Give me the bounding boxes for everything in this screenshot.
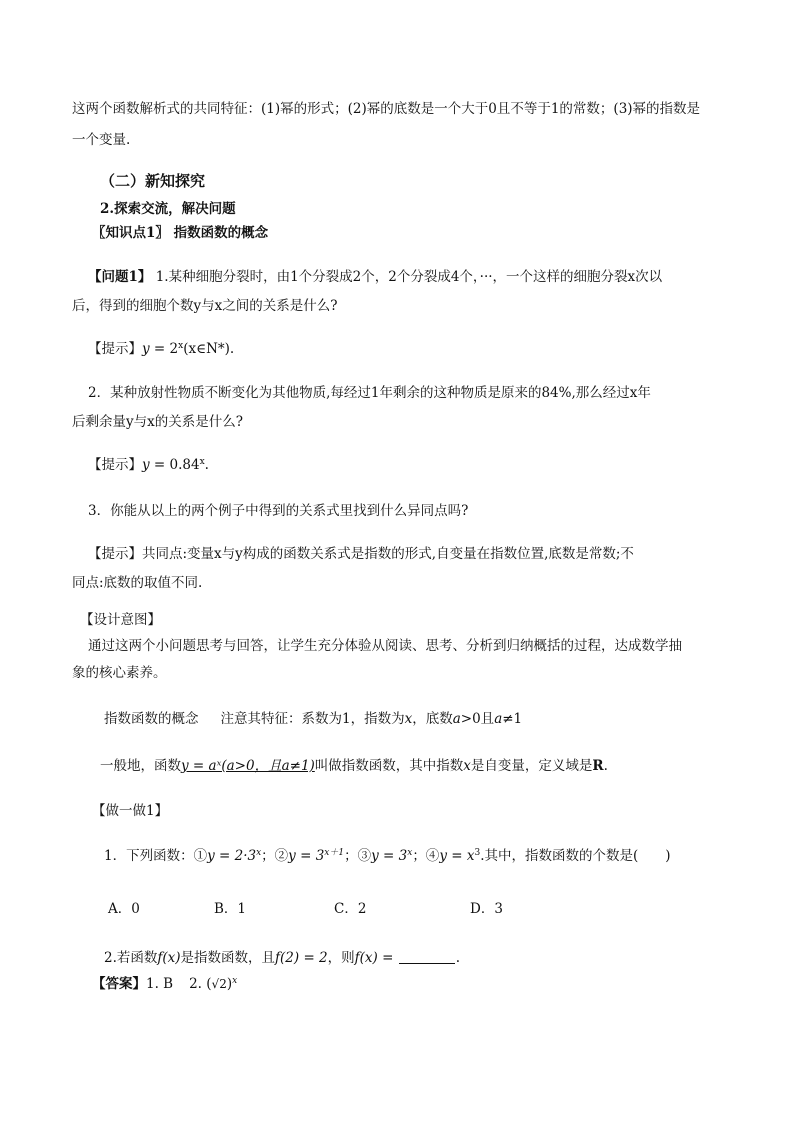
question-1-tag: 【问题1】 — [88, 269, 152, 285]
practice-question-2 — [104, 949, 460, 967]
answer-1: 1. B — [146, 976, 174, 992]
answer-blank[interactable] — [399, 951, 455, 964]
definition-prefix: 一般地，函数 — [100, 758, 181, 774]
pq2-mid: 是指数函数，且 — [180, 950, 276, 966]
hint-y: y — [142, 457, 150, 473]
question-2-line-1: 2．某种放射性物质不断变化为其他物质,每经过1年剩余的这种物质是原来的84%,那么经过x年 — [88, 385, 651, 401]
definition-formula: y = aˣ(a>0，且a≠1) — [181, 758, 315, 774]
design-line-1: 通过这两个小问题思考与回答，让学生充分体验从阅读、思考、分析到归纳概括的过程，达成数学抽 — [88, 638, 682, 654]
hint-exponent: x — [199, 457, 205, 467]
definition-end: . — [603, 758, 608, 774]
concept-note-mid: ，底数 — [412, 711, 453, 727]
concept-note: 注意其特征：系数为1，指数为 — [220, 711, 405, 727]
definition-x: x — [463, 758, 471, 774]
question-1-text: 1.某种细胞分裂时，由1个分裂成2个，2个分裂成4个，···，一个这样的细胞分裂x次以 — [151, 269, 663, 285]
option-b[interactable]: B．1 — [214, 901, 247, 917]
question-1-hint — [88, 340, 234, 358]
definition-line — [100, 757, 608, 775]
pq1-suffix: .其中，指数函数的个数是( ) — [480, 848, 671, 864]
hint-domain: (x∈N*). — [183, 341, 235, 357]
function-1-exp: x — [256, 848, 262, 858]
pq2-f2: f(2) = 2 — [275, 950, 328, 966]
hint-exponent: x — [178, 341, 184, 351]
definition-R: R — [592, 758, 604, 774]
answer-2-close: ) — [226, 976, 233, 992]
design-line-2: 象的核心素养。 — [72, 665, 167, 681]
concept-line — [104, 710, 522, 728]
concept-note-gt: >0且 — [460, 711, 495, 727]
function-3-exp: x — [407, 848, 413, 858]
pq2-fx: f(x) — [157, 950, 181, 966]
practice-title: 【做一做1】 — [92, 803, 169, 819]
answer-2-sqrt: √2 — [211, 977, 227, 991]
hint-equation: = 0.84 — [149, 457, 200, 473]
pq1-sep4: ；④ — [412, 848, 440, 864]
hint-y: y — [142, 341, 150, 357]
knowledge-point-title: 〖知识点1〗 指数函数的概念 — [92, 225, 269, 241]
concept-note-a2: a — [494, 711, 503, 727]
function-3: y = 3 — [371, 848, 408, 864]
pq2-end: . — [455, 950, 460, 966]
question-1-line-2: 后，得到的细胞个数y与x之间的关系是什么? — [72, 298, 338, 314]
option-a[interactable]: A．0 — [108, 901, 140, 917]
pq1-prefix: 1．下列函数：① — [104, 848, 208, 864]
pq1-sep2: ；② — [261, 848, 289, 864]
hint-label: 【提示】 — [88, 341, 142, 357]
pq2-fx2: f(x) = — [354, 950, 398, 966]
section-title: （二）新知探究 — [100, 172, 206, 190]
concept-note-ne: ≠1 — [502, 711, 523, 727]
concept-note-x: x — [404, 711, 413, 727]
practice-question-1 — [104, 847, 671, 865]
concept-note-a: a — [452, 711, 461, 727]
hint-equation: = 2 — [149, 341, 179, 357]
answer-2-exp: x — [232, 976, 238, 986]
pq1-sep3: ；③ — [344, 848, 372, 864]
function-2: y = 3 — [288, 848, 325, 864]
design-title: 【设计意图】 — [80, 612, 161, 628]
definition-mid: 是自变量，定义域是 — [470, 758, 593, 774]
answer-label: 【答案】 — [92, 976, 146, 992]
option-d[interactable]: D．3 — [470, 901, 503, 917]
pq2-then: ，则 — [327, 950, 355, 966]
pq2-prefix: 2.若函数 — [104, 950, 158, 966]
question-3-hint-line-1: 【提示】共同点:变量x与y构成的函数关系式是指数的形式,自变量在指数位置,底数是常数;不 — [88, 546, 634, 562]
hint-label: 【提示】 — [88, 457, 142, 473]
question-3-line-1: 3．你能从以上的两个例子中得到的关系式里找到什么异同点吗? — [88, 503, 469, 519]
answer-2-prefix: 2. ( — [189, 976, 212, 992]
intro-line-2: 一个变量. — [72, 132, 131, 148]
answer-line — [92, 975, 237, 993]
question-1-line-1 — [88, 268, 662, 286]
option-c[interactable]: C．2 — [334, 901, 367, 917]
hint-end: . — [204, 457, 209, 473]
function-1: y = 2·3 — [207, 848, 257, 864]
definition-suffix: 叫做指数函数，其中指数 — [314, 758, 464, 774]
question-2-line-2: 后剩余量y与x的关系是什么? — [72, 414, 243, 430]
question-2-hint — [88, 456, 209, 474]
function-2-exp: x＋1 — [324, 848, 345, 858]
concept-title: 指数函数的概念 — [104, 711, 199, 727]
function-4: y = x — [439, 848, 475, 864]
section-subtitle: 2.探索交流，解决问题 — [100, 201, 236, 217]
intro-line-1: 这两个函数解析式的共同特征：(1)幂的形式；(2)幂的底数是一个大于0且不等于1的常数；(3)幂的指数是 — [72, 101, 701, 117]
question-3-hint-line-2: 同点:底数的取值不同. — [72, 575, 203, 591]
function-4-exp: 3 — [474, 848, 481, 858]
